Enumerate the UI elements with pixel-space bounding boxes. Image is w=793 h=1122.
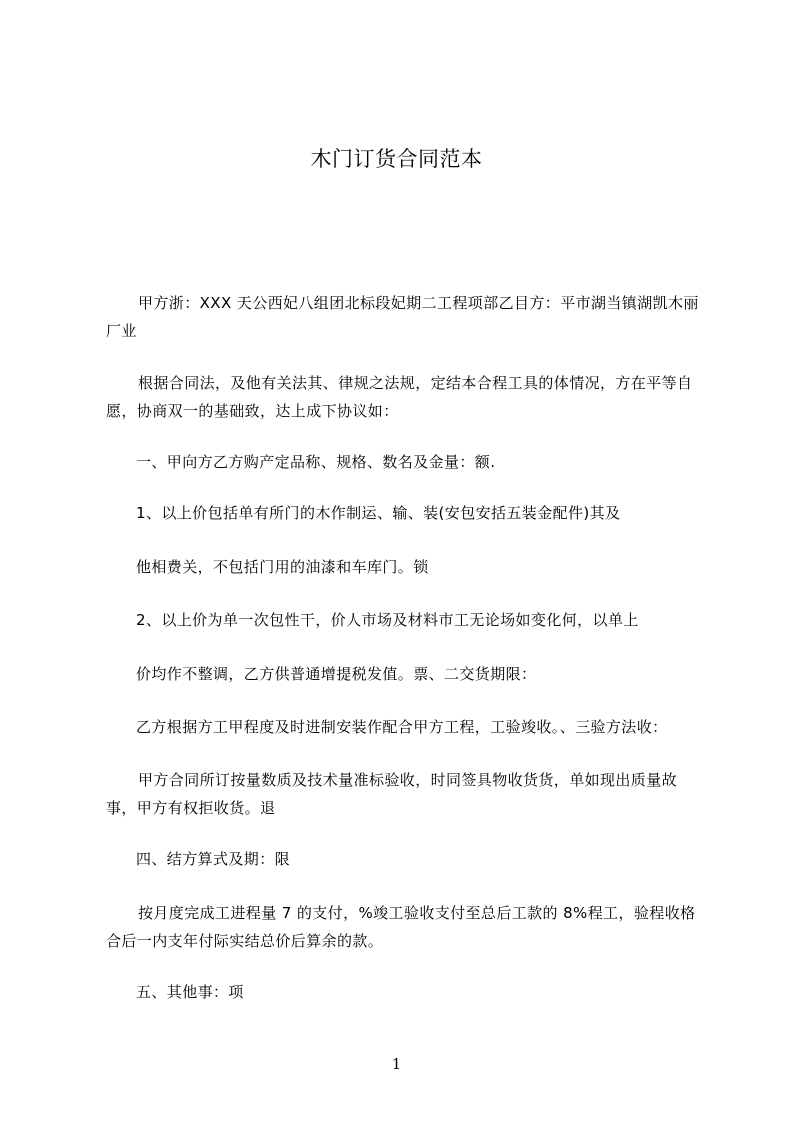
paragraph-payment: 按月度完成工进程量 7 的支付，%竣工验收支付至总后工款的 8%程工，验程收格合后一内支年付际实结总价后算余的款。 <box>106 904 696 950</box>
paragraph-item-2: 2、以上价为单一次包性干，价人市场及材料市工无论场如变化何，以单上 <box>136 611 639 629</box>
paragraph-section-1: 一、甲向方乙方购产定品称、规格、数名及金量：额. <box>136 453 496 471</box>
paragraph-parties: 甲方浙：XXX 天公西妃八组团北标段妃期二工程项部乙目方：平市湖当镇湖凯木丽厂业 <box>106 294 699 340</box>
paragraph-section-5: 五、其他事：项 <box>136 983 244 1001</box>
paragraph-inspection: 甲方合同所订按量数质及技术量准标验收，时同签具物收货货，单如现出质量故事，甲方有权拒收货。退 <box>106 771 678 817</box>
page-number: 1 <box>391 1055 402 1073</box>
document-title: 木门订货合同范本 <box>310 147 483 171</box>
paragraph-item-1-cont: 他相费关，不包括门用的油漆和车库门。锁 <box>136 558 429 576</box>
paragraph-item-2-cont: 价均作不整调，乙方供普通增提税发值。票、二交货期限： <box>136 665 537 683</box>
paragraph-basis: 根据合同法，及他有关法其、律规之法规，定结本合程工具的体情况，方在平等自愿，协商双一的基础致，达上成下协议如： <box>106 374 693 420</box>
paragraph-item-1: 1、以上价包括单有所门的木作制运、输、装(安包安括五装金配件)其及 <box>136 504 621 522</box>
paragraph-delivery: 乙方根据方工甲程度及时进制安装作配合甲方工程，工验竣收。、三验方法收： <box>136 718 668 736</box>
paragraph-section-4: 四、结方算式及期：限 <box>136 850 291 868</box>
